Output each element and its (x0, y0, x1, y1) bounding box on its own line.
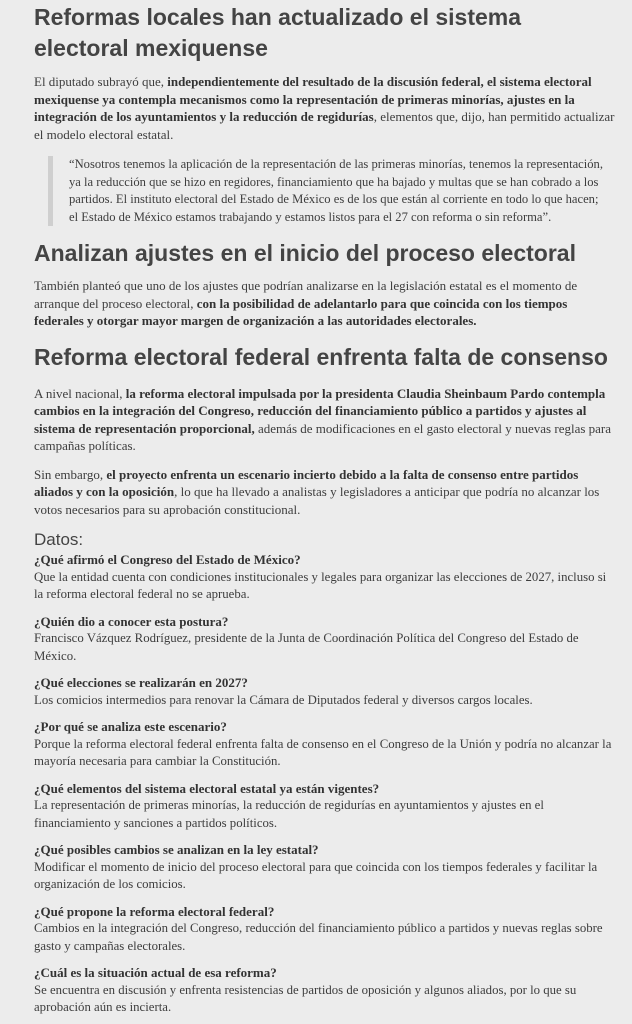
qa-answer: Se encuentra en discusión y enfrenta resistencias de partidos de oposición y algunos aliados, por lo que su aprobación aún es incierta. (34, 982, 577, 1014)
paragraph-reformas-locales (34, 73, 618, 143)
datos-heading: Datos: (34, 530, 84, 549)
qa-question: ¿Qué elementos del sistema electoral estatal ya están vigentes? (34, 780, 380, 796)
qa-item (34, 780, 618, 833)
qa-question: ¿Quién dio a conocer esta postura? (34, 613, 229, 629)
paragraph-text: Sin embargo, (34, 466, 107, 482)
paragraph-text: A nivel nacional, (34, 385, 126, 401)
qa-answer: Cambios en la integración del Congreso, reducción del financiamiento público a partidos y nuevas reglas sobre gasto y campañas electorales. (34, 921, 603, 953)
paragraph-bold-text: con la posibilidad de adelantarlo para que coincida con los tiempos federales y otorgar mayor margen de organización a las autoridades electorales. (34, 295, 568, 328)
quote-text: “Nosotros tenemos la aplicación de la representación de las primeras minorías, tenemos la representación, ya la reducción que se hizo en regidores, financiamiento que ha bajado y multas que se han cobrado a los partidos. El instituto electoral del Estado de México es de los que están al corriente en todo lo que hacen; el Estado de México estamos trabajando y estamos listos para el 27 con reforma o sin reforma”. (69, 157, 603, 224)
qa-item (34, 718, 618, 771)
qa-answer: Los comicios intermedios para renovar la Cámara de Diputados federal y diversos cargos locales. (34, 692, 533, 707)
paragraph-reforma-federal-2 (34, 466, 618, 519)
qa-question: ¿Cuál es la situación actual de esa reforma? (34, 965, 277, 980)
section-heading-reforma-federal: Reforma electoral federal enfrenta falta de consenso (34, 343, 608, 370)
qa-item (34, 964, 618, 1017)
paragraph-text: El diputado subrayó que, (34, 74, 168, 89)
qa-answer: Modificar el momento de inicio del proceso electoral para que coincida con los tiempos federales y facilitar la organización de los comicios. (34, 859, 598, 891)
paragraph-text: , lo que ha llevado a analistas y legisladores a anticipar que podría no alcanzar los votos necesarios para su aprobación constitucional. (34, 484, 600, 517)
qa-question: ¿Qué posibles cambios se analizan en la ley estatal? (34, 842, 319, 857)
section-heading-ajustes-proceso: Analizan ajustes en el inicio del proceso electoral (34, 240, 576, 266)
qa-question: ¿Qué afirmó el Congreso del Estado de México? (34, 552, 301, 567)
qa-item (34, 551, 618, 604)
paragraph-bold-text: independientemente del resultado de la discusión federal, el sistema electoral mexiquense ya contempla mecanismos como la representación de primeras minorías, ajustes en la integración de los ayuntamientos y la reducción de regidurías (34, 74, 592, 124)
qa-question: ¿Por qué se analiza este escenario? (34, 719, 227, 734)
paragraph-text: , elementos que, dijo, han permitido actualizar el modelo electoral estatal. (34, 109, 615, 142)
qa-question: ¿Qué propone la reforma electoral federal? (34, 903, 275, 919)
qa-item (34, 613, 618, 666)
qa-answer: Porque la reforma electoral federal enfrenta falta de consenso en el Congreso de la Unión y podría no alcanzar la mayoría necesaria para cambiar la Constitución. (34, 736, 612, 768)
paragraph-bold-text: el proyecto enfrenta un escenario incierto debido a la falta de consenso entre partidos aliados y con la oposición (34, 466, 579, 499)
qa-item (34, 841, 618, 894)
qa-item (34, 903, 618, 956)
paragraph-bold-text: la reforma electoral impulsada por la presidenta Claudia Sheinbaum Pardo contempla cambios en la integración del Congreso, reducción del financiamiento público a partidos y ajustes al sistema de representación proporcional, (34, 385, 606, 436)
section-heading-reformas-locales: Reformas locales han actualizado el sistema electoral mexiquense (34, 4, 522, 61)
qa-question: ¿Qué elecciones se realizarán en 2027? (34, 675, 248, 690)
quote-block (48, 156, 618, 226)
qa-answer: Que la entidad cuenta con condiciones institucionales y legales para organizar las elecciones de 2027, incluso si la reforma electoral federal no se aprueba. (34, 569, 607, 601)
qa-answer: Francisco Vázquez Rodríguez, presidente de la Junta de Coordinación Política del Congreso del Estado de México. (34, 631, 579, 663)
qa-item (34, 674, 618, 709)
paragraph-reforma-federal-1 (34, 385, 618, 455)
paragraph-text: además de modificaciones en el gasto electoral y nuevas reglas para campañas políticas. (34, 420, 612, 453)
datos-list (34, 551, 618, 1017)
paragraph-ajustes-proceso (34, 277, 618, 330)
paragraph-text: También planteó que uno de los ajustes que podrían analizarse en la legislación estatal es el momento de arranque del proceso electoral, (34, 278, 578, 311)
qa-answer: La representación de primeras minorías, la reducción de regidurías en ayuntamientos y ajustes en el financiamiento y sanciones a partidos políticos. (34, 798, 544, 830)
